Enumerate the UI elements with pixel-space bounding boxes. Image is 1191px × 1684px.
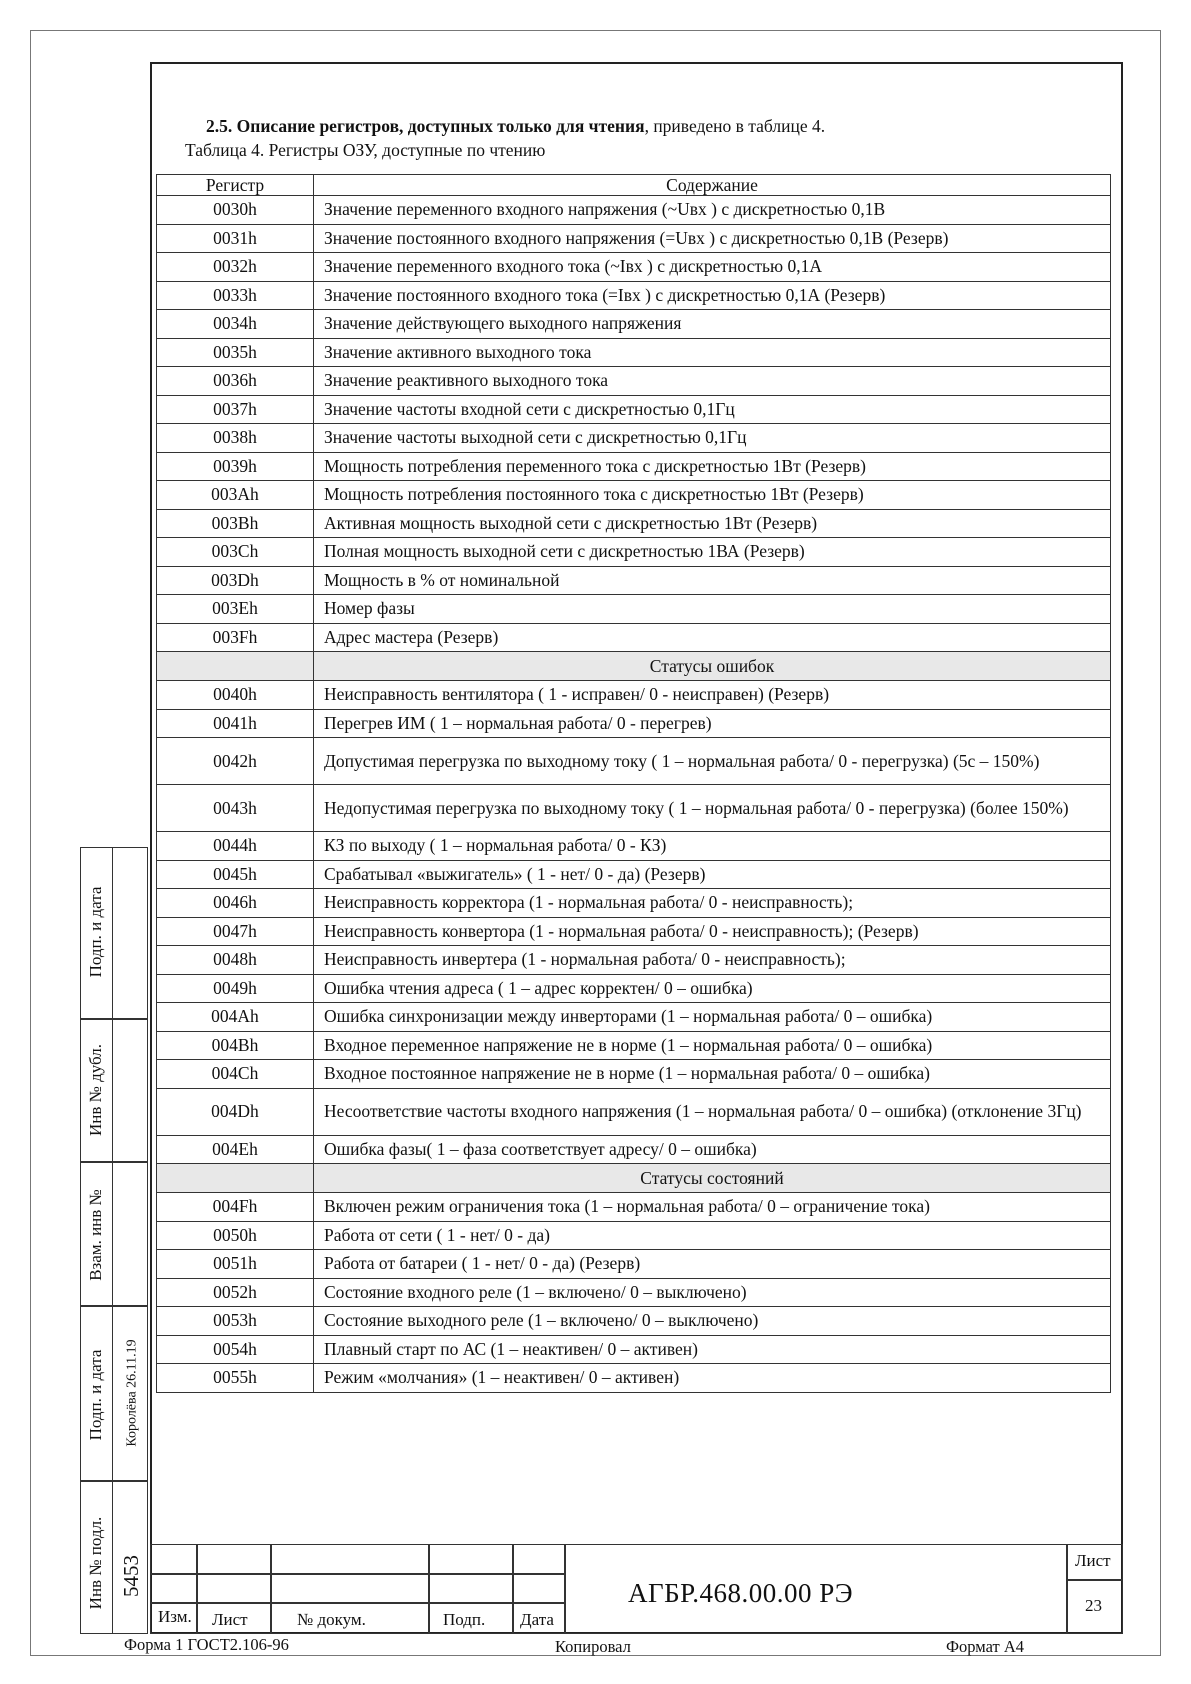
register-description: Значение переменного входного тока (~Iвх ) с дискретностью 0,1А bbox=[314, 253, 1111, 282]
register-description: Режим «молчания» (1 – неактивен/ 0 – активен) bbox=[314, 1364, 1111, 1393]
document-code: АГБР.468.00.00 РЭ bbox=[628, 1578, 854, 1608]
register-address: 0034h bbox=[157, 310, 314, 339]
register-description: Состояние входного реле (1 – включено/ 0 – выключено) bbox=[314, 1278, 1111, 1307]
table-row bbox=[157, 1135, 1111, 1164]
register-address: 004Ah bbox=[157, 1003, 314, 1032]
stamp-sheet-number: 23 bbox=[1085, 1596, 1102, 1615]
table-header-row bbox=[157, 175, 1111, 196]
register-address: 0045h bbox=[157, 860, 314, 889]
table-caption: Таблица 4. Регистры ОЗУ, доступные по чтению bbox=[185, 140, 546, 160]
register-address: 0053h bbox=[157, 1307, 314, 1336]
stamp-cell-podp-r1 bbox=[429, 1544, 513, 1574]
table-row bbox=[157, 1221, 1111, 1250]
table-row bbox=[157, 889, 1111, 918]
stamp-doc-num: № докум. bbox=[297, 1610, 366, 1629]
stamp-cell-list-r1 bbox=[197, 1544, 271, 1574]
register-description: Состояние выходного реле (1 – включено/ 0 – выключено) bbox=[314, 1307, 1111, 1336]
table-row bbox=[157, 224, 1111, 253]
register-description: Значение реактивного выходного тока bbox=[314, 367, 1111, 396]
register-description: Значение частоты выходной сети с дискретностью 0,1Гц bbox=[314, 424, 1111, 453]
register-address: 0051h bbox=[157, 1250, 314, 1279]
table-row bbox=[157, 1031, 1111, 1060]
table-row bbox=[157, 253, 1111, 282]
register-description: Работа от сети ( 1 - нет/ 0 - да) bbox=[314, 1221, 1111, 1250]
table-row bbox=[157, 946, 1111, 975]
register-address: 0047h bbox=[157, 917, 314, 946]
register-description: Входное постоянное напряжение не в норме (1 – нормальная работа/ 0 – ошибка) bbox=[314, 1060, 1111, 1089]
header-register: Регистр bbox=[157, 175, 314, 196]
register-address: 0049h bbox=[157, 974, 314, 1003]
register-description: Допустимая перегрузка по выходному току ( 1 – нормальная работа/ 0 - перегрузка) (5с – 150%) bbox=[314, 738, 1111, 785]
register-address: 0039h bbox=[157, 452, 314, 481]
table-row bbox=[157, 452, 1111, 481]
register-description: Несоответствие частоты входного напряжения (1 – нормальная работа/ 0 – ошибка) (отклонение 3Гц) bbox=[314, 1088, 1111, 1135]
register-description: Значение постоянного входного тока (=Iвх ) с дискретностью 0,1А (Резерв) bbox=[314, 281, 1111, 310]
section-empty-cell bbox=[157, 652, 314, 681]
register-address: 0037h bbox=[157, 395, 314, 424]
register-address: 0052h bbox=[157, 1278, 314, 1307]
table-row bbox=[157, 566, 1111, 595]
table-row bbox=[157, 367, 1111, 396]
register-description: Ошибка синхронизации между инверторами (1 – нормальная работа/ 0 – ошибка) bbox=[314, 1003, 1111, 1032]
register-address: 0041h bbox=[157, 709, 314, 738]
stamp-list: Лист bbox=[212, 1610, 248, 1629]
register-description: Плавный старт по АС (1 – неактивен/ 0 – активен) bbox=[314, 1335, 1111, 1364]
register-address: 0042h bbox=[157, 738, 314, 785]
register-address: 0032h bbox=[157, 253, 314, 282]
table-row bbox=[157, 709, 1111, 738]
stamp-cell-list-r2 bbox=[197, 1574, 271, 1603]
stamp-cell-podp-r2 bbox=[429, 1574, 513, 1603]
section-states-title: Статусы состояний bbox=[314, 1164, 1111, 1193]
stamp-sheet-label: Лист bbox=[1075, 1551, 1111, 1570]
register-description: Номер фазы bbox=[314, 595, 1111, 624]
table-row bbox=[157, 481, 1111, 510]
register-address: 0055h bbox=[157, 1364, 314, 1393]
register-address: 0035h bbox=[157, 338, 314, 367]
stamp-cell-izm-r2 bbox=[150, 1574, 197, 1603]
section-heading bbox=[206, 116, 825, 137]
register-description: Значение активного выходного тока bbox=[314, 338, 1111, 367]
stamp-cell-doc-r2 bbox=[271, 1574, 429, 1603]
register-description: Значение действующего выходного напряжения bbox=[314, 310, 1111, 339]
register-address: 0033h bbox=[157, 281, 314, 310]
table-row bbox=[157, 785, 1111, 832]
section-heading-bold: 2.5. Описание регистров, доступных только для чтения bbox=[206, 116, 645, 136]
register-description: Включен режим ограничения тока (1 – нормальная работа/ 0 – ограничение тока) bbox=[314, 1193, 1111, 1222]
register-description: Неисправность инвертера (1 - нормальная работа/ 0 - неисправность); bbox=[314, 946, 1111, 975]
register-address: 0048h bbox=[157, 946, 314, 975]
table-row bbox=[157, 338, 1111, 367]
table-row bbox=[157, 1278, 1111, 1307]
register-address: 0038h bbox=[157, 424, 314, 453]
register-description: Неисправность конвертора (1 - нормальная работа/ 0 - неисправность); (Резерв) bbox=[314, 917, 1111, 946]
table-row bbox=[157, 1088, 1111, 1135]
register-address: 0050h bbox=[157, 1221, 314, 1250]
register-address: 0046h bbox=[157, 889, 314, 918]
register-address: 004Eh bbox=[157, 1135, 314, 1164]
table-row bbox=[157, 1193, 1111, 1222]
register-address: 003Ch bbox=[157, 538, 314, 567]
register-description: Перегрев ИМ ( 1 – нормальная работа/ 0 - перегрев) bbox=[314, 709, 1111, 738]
register-address: 003Fh bbox=[157, 623, 314, 652]
table-row bbox=[157, 395, 1111, 424]
stamp-izm: Изм. bbox=[158, 1607, 192, 1626]
register-description: Значение постоянного входного напряжения (=Uвх ) с дискретностью 0,1В (Резерв) bbox=[314, 224, 1111, 253]
section-states bbox=[157, 1164, 1111, 1193]
register-address: 0040h bbox=[157, 681, 314, 710]
table-row bbox=[157, 538, 1111, 567]
register-address: 0030h bbox=[157, 196, 314, 225]
stamp-data: Дата bbox=[520, 1610, 554, 1629]
table-row bbox=[157, 623, 1111, 652]
register-description: Адрес мастера (Резерв) bbox=[314, 623, 1111, 652]
register-description: Полная мощность выходной сети с дискретностью 1ВА (Резерв) bbox=[314, 538, 1111, 567]
side-label-sign-date-1: Подп. и дата bbox=[86, 886, 105, 978]
register-address: 004Bh bbox=[157, 1031, 314, 1060]
section-empty-cell bbox=[157, 1164, 314, 1193]
table-row bbox=[157, 509, 1111, 538]
section-heading-rest: , приведено в таблице 4. bbox=[644, 116, 826, 136]
footer-form: Форма 1 ГОСТ2.106-96 bbox=[124, 1635, 289, 1654]
register-address: 0054h bbox=[157, 1335, 314, 1364]
register-description: Значение частоты входной сети с дискретностью 0,1Гц bbox=[314, 395, 1111, 424]
register-address: 004Ch bbox=[157, 1060, 314, 1089]
table-row bbox=[157, 974, 1111, 1003]
section-errors bbox=[157, 652, 1111, 681]
register-description: Мощность потребления постоянного тока с дискретностью 1Вт (Резерв) bbox=[314, 481, 1111, 510]
side-label-inv-dup: Инв № дубл. bbox=[86, 1044, 105, 1137]
table-row bbox=[157, 917, 1111, 946]
table-row bbox=[157, 281, 1111, 310]
table-row bbox=[157, 1307, 1111, 1336]
table-row bbox=[157, 681, 1111, 710]
register-description: Активная мощность выходной сети с дискретностью 1Вт (Резерв) bbox=[314, 509, 1111, 538]
register-description: Ошибка чтения адреса ( 1 – адрес корректен/ 0 – ошибка) bbox=[314, 974, 1111, 1003]
table-row bbox=[157, 595, 1111, 624]
side-value-sign-date-2: Королёва 26.11.19 bbox=[124, 1339, 140, 1447]
stamp-podp: Подп. bbox=[443, 1610, 486, 1629]
table-row bbox=[157, 1335, 1111, 1364]
register-description: Входное переменное напряжение не в норме (1 – нормальная работа/ 0 – ошибка) bbox=[314, 1031, 1111, 1060]
table-row bbox=[157, 860, 1111, 889]
side-label-vzam-inv: Взам. инв № bbox=[86, 1189, 105, 1281]
table-row bbox=[157, 310, 1111, 339]
register-description: Неисправность вентилятора ( 1 - исправен/ 0 - неисправен) (Резерв) bbox=[314, 681, 1111, 710]
side-divider bbox=[112, 847, 113, 1634]
footer-copied: Копировал bbox=[555, 1637, 631, 1656]
table-row bbox=[157, 1250, 1111, 1279]
table-row bbox=[157, 196, 1111, 225]
register-address: 0031h bbox=[157, 224, 314, 253]
table-row bbox=[157, 1060, 1111, 1089]
table-row bbox=[157, 424, 1111, 453]
register-description: Недопустимая перегрузка по выходному току ( 1 – нормальная работа/ 0 - перегрузка) (более 150%) bbox=[314, 785, 1111, 832]
register-address: 003Eh bbox=[157, 595, 314, 624]
register-description: Мощность в % от номинальной bbox=[314, 566, 1111, 595]
register-description: Неисправность корректора (1 - нормальная работа/ 0 - неисправность); bbox=[314, 889, 1111, 918]
registers-table bbox=[156, 174, 1111, 1393]
register-address: 003Dh bbox=[157, 566, 314, 595]
register-description: Значение переменного входного напряжения (~Uвх ) с дискретностью 0,1В bbox=[314, 196, 1111, 225]
register-description: Срабатывал «выжигатель» ( 1 - нет/ 0 - да) (Резерв) bbox=[314, 860, 1111, 889]
register-address: 0036h bbox=[157, 367, 314, 396]
table-row bbox=[157, 1003, 1111, 1032]
table-row bbox=[157, 1364, 1111, 1393]
side-value-inv-orig: 5453 bbox=[119, 1555, 143, 1597]
register-description: КЗ по выходу ( 1 – нормальная работа/ 0 - КЗ) bbox=[314, 832, 1111, 861]
section-errors-title: Статусы ошибок bbox=[314, 652, 1111, 681]
register-address: 004Fh bbox=[157, 1193, 314, 1222]
stamp-cell-izm-r1 bbox=[150, 1544, 197, 1574]
register-address: 0043h bbox=[157, 785, 314, 832]
stamp-cell-data-r1 bbox=[513, 1544, 565, 1574]
table-row bbox=[157, 738, 1111, 785]
side-label-inv-orig: Инв № подл. bbox=[86, 1516, 105, 1610]
register-address: 003Ah bbox=[157, 481, 314, 510]
register-description: Работа от батареи ( 1 - нет/ 0 - да) (Резерв) bbox=[314, 1250, 1111, 1279]
register-description: Ошибка фазы( 1 – фаза соответствует адресу/ 0 – ошибка) bbox=[314, 1135, 1111, 1164]
register-address: 003Bh bbox=[157, 509, 314, 538]
header-content: Содержание bbox=[314, 175, 1111, 196]
table-body bbox=[157, 196, 1111, 1393]
footer-format: Формат А4 bbox=[946, 1637, 1025, 1656]
register-address: 0044h bbox=[157, 832, 314, 861]
register-description: Мощность потребления переменного тока с дискретностью 1Вт (Резерв) bbox=[314, 452, 1111, 481]
stamp-cell-doc-r1 bbox=[271, 1544, 429, 1574]
table-row bbox=[157, 832, 1111, 861]
side-label-sign-date-2: Подп. и дата bbox=[86, 1349, 105, 1441]
register-address: 004Dh bbox=[157, 1088, 314, 1135]
stamp-cell-data-r2 bbox=[513, 1574, 565, 1603]
